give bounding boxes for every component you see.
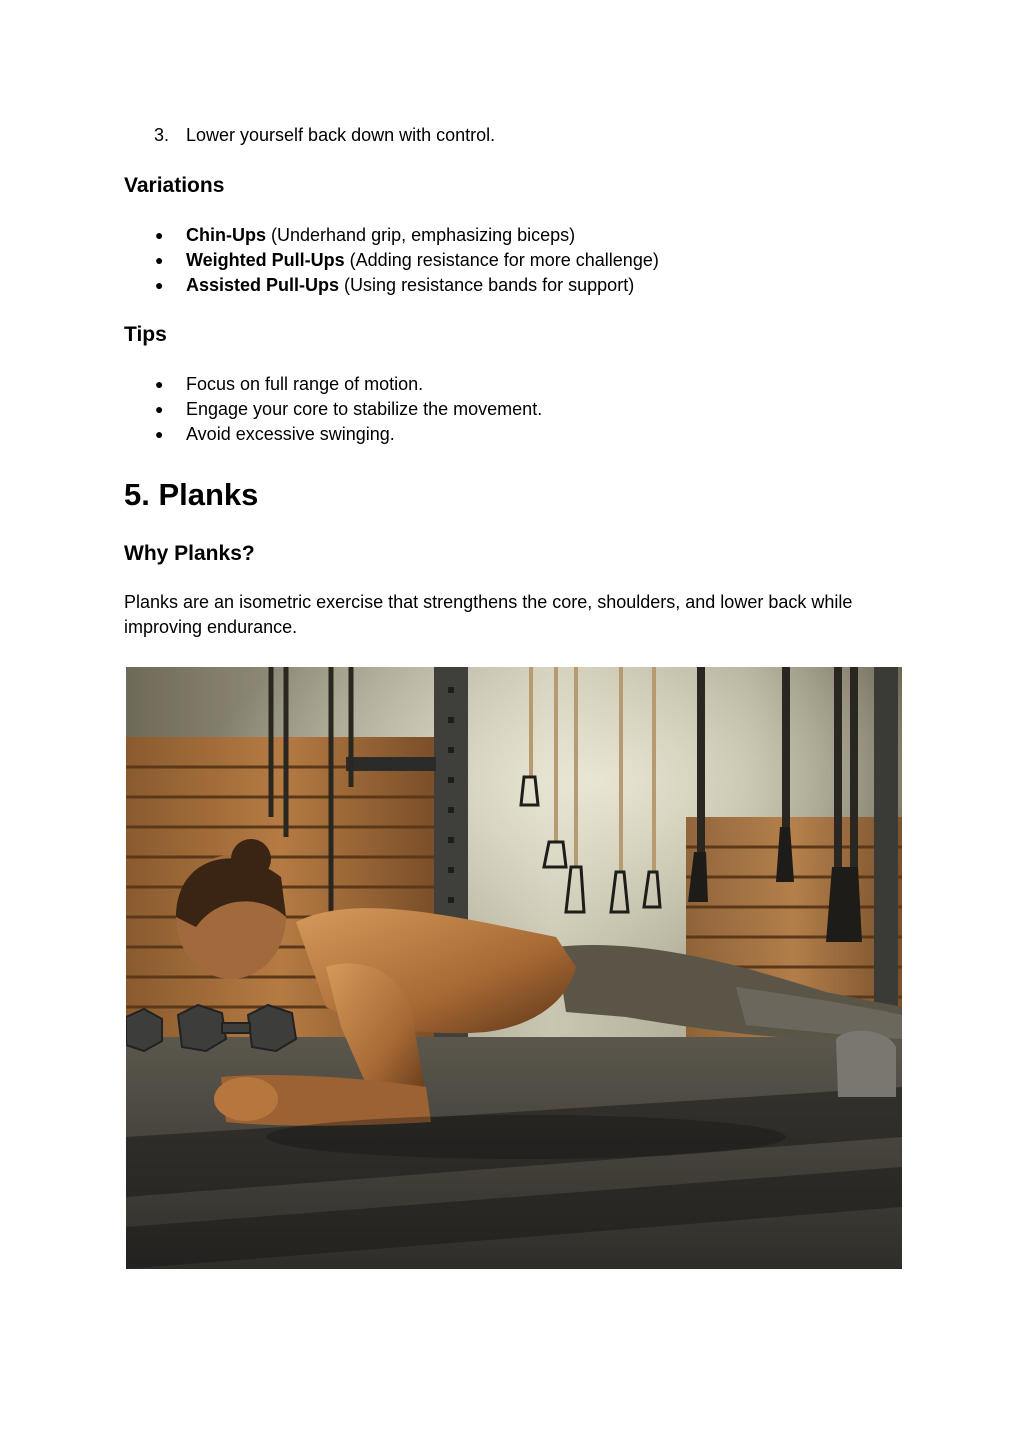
variation-name: Weighted Pull-Ups: [186, 250, 345, 270]
bullet-icon: ●: [155, 227, 164, 243]
variation-description: (Underhand grip, emphasizing biceps): [266, 225, 576, 245]
plank-illustration: [126, 667, 902, 1269]
bullet-icon: ●: [155, 277, 164, 293]
bullet-icon: ●: [155, 401, 164, 417]
intro-paragraph: Planks are an isometric exercise that strengthens the core, shoulders, and lower back while improving endurance.: [124, 592, 853, 637]
tips-heading: Tips: [124, 323, 167, 346]
variation-description: (Adding resistance for more challenge): [344, 250, 659, 270]
list-item: [186, 273, 634, 297]
list-item: [186, 223, 575, 247]
variation-description: (Using resistance bands for support): [339, 275, 635, 295]
bullet-icon: ●: [155, 376, 164, 392]
plank-photo: [126, 667, 902, 1269]
list-item: Lower yourself back down with control.: [186, 125, 496, 145]
variation-name: Assisted Pull-Ups: [186, 275, 340, 295]
list-item: Avoid excessive swinging.: [186, 424, 395, 444]
list-item: Engage your core to stabilize the movement.: [186, 399, 543, 419]
bullet-icon: ●: [155, 426, 164, 442]
list-item: Focus on full range of motion.: [186, 374, 424, 394]
section-title: 5. Planks: [124, 477, 259, 512]
list-item: [186, 248, 659, 272]
bullet-icon: ●: [155, 252, 164, 268]
why-planks-heading: Why Planks?: [124, 542, 255, 565]
variation-name: Chin-Ups: [186, 225, 266, 245]
list-number: 3.: [154, 125, 170, 145]
variations-heading: Variations: [124, 174, 225, 197]
